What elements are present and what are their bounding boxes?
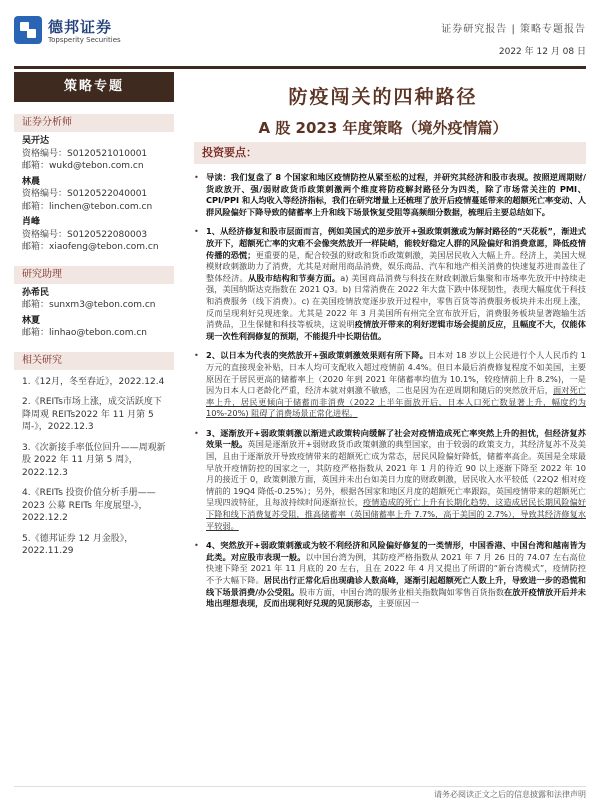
header-divider: [14, 66, 586, 69]
analyst-name: 肖峰: [22, 217, 41, 227]
related-item[interactable]: 3.《次新接手率低位回升——周观新股 2022 年 11 月第 5 周》，2022.12.3: [22, 442, 166, 478]
paragraph-segment: 从股市结构和节奏方面。: [247, 272, 341, 283]
analyst-name: 吴开达: [22, 136, 50, 146]
analyst-email[interactable]: 邮箱：linchen@tebon.com.cn: [22, 201, 153, 212]
bullet-icon: •: [194, 172, 199, 182]
key-points-list: [194, 172, 586, 610]
assistant-heading: 研究助理: [14, 266, 174, 284]
assistant-name: 林夏: [22, 315, 41, 326]
paragraph-segment: 更重要的是，配合较强的财政和货币政策刺激，美国居民收入大幅上升。经济上，美国大规模财政刺激助力了消费，尤其是对耐用商品消费，娱乐商品、汽车和地产相关消费的快速复苏进而盖住了整体经济。: [206, 249, 586, 283]
paragraph-segment: 2、以日本为代表的突然放开+强政策刺激效果则有所下降。: [206, 350, 429, 361]
logo-text-cn: 德邦证券: [48, 18, 113, 36]
related-item[interactable]: 1.《12月，冬至春近》，2022.12.4: [22, 376, 165, 387]
analyst-heading: 证券分析师: [14, 114, 174, 132]
paragraph-segment: 疫情造成的死亡上升有长期化趋势，这造成居民长期风险偏好下降和线下消费复苏受阻，推高储蓄率（英国储蓄率上升 7.7%，高于美国的 2.7%），导致其经济修复水平较弱。: [206, 497, 586, 531]
analyst-entry: [14, 173, 174, 214]
report-title-block: [180, 72, 586, 138]
assistant-email[interactable]: 邮箱：sunxm3@tebon.com.cn: [22, 300, 156, 310]
paragraph-segment: 在放开疫情放开后并未地出理想表现，反而出现利好兑现的见顶形态，: [206, 586, 586, 609]
section-label: 策略专题: [14, 72, 174, 102]
analyst-list: [14, 132, 174, 254]
analyst-entry: [14, 213, 174, 254]
assistant-list: [14, 284, 174, 340]
key-points-heading: 投资要点：: [194, 142, 586, 164]
related-item[interactable]: 2.《REITs市场上涨，成交活跃度下降周观 REITs2022 年 11 月第 5 周-》，2022.12.3: [22, 397, 162, 432]
assistant-entry: [14, 284, 174, 312]
paragraph-segment: 面对死亡率上升，居民更倾向于储蓄而非消费（2022 上半年面放开后，日本人口死亡数显著上升，幅度约为 10%-20%) 阻碍了消费场景正常化进程。: [206, 385, 586, 419]
analyst-entry: [14, 132, 174, 173]
report-type: 证券研究报告 | 策略专题报告: [441, 24, 586, 35]
report-subtitle: A 股 2023 年度策略（境外疫情篇）: [258, 119, 508, 137]
paragraph-segment: 日本对 18 岁以上公民进行个人人民币约 1 万元的直接现金补贴，日本人均可支配收入超过疫情前 4.4%。但日本最后消费修复程度不如美国，主要原因在于居民更高的储蓄率上（2020 年到 2021 年储蓄率均值为 10.1%，较疫情前上升 8.2%)，一是因为日本人口老龄化严重，经济本就对刺激不敏感，二也是因为在逆周期和随后的突然放开后，: [206, 350, 586, 396]
assistant-entry: [14, 312, 174, 340]
analyst-email[interactable]: 邮箱：wukd@tebon.com.cn: [22, 161, 144, 171]
key-point-paragraph: [194, 350, 586, 420]
paragraph-segment: 英国是逐渐放开+弱财政货币政策刺激的典型国家，由于较弱的政策支力，其经济复苏不及美国，且由于逐渐放开导致疫情带来的超额死亡成为常态，居民风险偏好降低，储蓄率高企。英国是全球最早放开疫情防控的国家之一，其防疫严格指数从 2021 年 1 月的待近 90 以上逐渐下降至 2022 年 10 月的接近于 0，政策刺激方面，英国并未出台如美日力度的财政刺激，居民收入水平较低（22Q2 相对疫情前的 19Q4 降低-0.25%）；另外，根据各国家和地区月度的超额死亡率跟踪，英国疫情带来的超额死亡呈现四波特征，且每波持续时间逐渐拉长，: [206, 439, 586, 508]
analyst-cert: 资格编号：S0120521010001: [22, 148, 148, 159]
related-item[interactable]: 5.《德邦证券 12 月金股》，2022.11.29: [22, 533, 134, 556]
report-title: 防疫闯关的四种路径: [288, 86, 478, 108]
analyst-cert: 资格编号：S0120522080003: [22, 229, 148, 240]
key-point-paragraph: [194, 428, 586, 532]
analyst-cert: 资格编号：S0120522040001: [22, 189, 148, 199]
paragraph-segment: 居民出行正常化后出现确诊人数高峰，逐渐引起超额死亡人数上升，导致进一步的恐慌和线下场景消费/办公受阻。: [206, 575, 586, 597]
paragraph-segment: 3、逐渐放开+弱政策刺激以渐进式政策转向缓解了社会对疫情造成死亡率突然上升的担忧，但经济复苏效果一般。: [206, 427, 586, 450]
key-point-paragraph: [194, 540, 586, 610]
paragraph-segment: 疫情放开带来的利好逻辑市场会提前反应，且幅度不大，仅能体现一次性利润修复的预期，不能提升中长期估值。: [206, 319, 586, 341]
bullet-icon: •: [194, 226, 199, 237]
bullet-icon: •: [194, 427, 199, 438]
related-item[interactable]: 4.《REITs 投资价值分析手册——2023 公募 REITs 年度展望-》，2022.12.2: [22, 488, 156, 523]
paragraph-segment: 以中国台湾为例，其防疫严格指数从 2021 年 7 月 26 日的 74.07 左右高位快速下降至 2021 年 11 月底的 20 左右，且在 2022 年 4 月又提出了所谓的“新台湾模式”，疫情防控不予大幅下降。: [206, 551, 586, 585]
footer-divider: [14, 786, 586, 787]
related-heading: 相关研究: [14, 352, 174, 370]
footer-disclaimer: 请务必阅读正文之后的信息披露和法律声明: [434, 790, 586, 799]
paragraph-segment: 股市方面，中国台湾的服务业相关指数陶如零售百货指数: [299, 586, 505, 597]
logo-text-en: Topsperity Securities: [48, 36, 121, 44]
assistant-name: 孙希民: [22, 287, 50, 298]
bullet-icon: •: [194, 350, 199, 361]
key-point-paragraph: [194, 172, 586, 218]
paragraph-segment: 导读：我们复盘了 8 个国家和地区疫情防控从紧至松的过程，并研究其经济和股市表现。按照逆周期财/货政放开、强/弱财政货币政策刺激两个维度将防疫解封路径分为四类，除了市场常关注的 PMI、CPI/PPI 和人均收入等经济指标，我们在研究增量上还梳理了放开后疫情蔓延带来的超额死亡率变动、人群风险偏好下降导致的储蓄率上升和线下场景恢复受阻等高频细分数据，梳理后主要总结如下。: [206, 172, 586, 217]
main-content: [194, 142, 586, 784]
related-list: [14, 370, 174, 558]
assistant-email[interactable]: 邮箱：linhao@tebon.com.cn: [22, 328, 148, 338]
analyst-name: 林晨: [22, 176, 41, 187]
company-logo: [14, 14, 164, 50]
paragraph-segment: 4、突然放开+弱政策刺激或为较不利经济和风险偏好修复的一类情形，中国香港、中国台湾和越南皆为此类。对应股市表现一般。: [206, 540, 586, 562]
report-date: 2022 年 12 月 08 日: [498, 47, 586, 57]
paragraph-segment: a) 美国商品消费与科技在财政刺激后集聚和市场率先放开中持续走强，美国纳斯达克指数在 2021 Q3。b) 日常消费在 2022 年大盘下跌中体现韧性，表现大幅度优于科技和消费服务（线下消费）。c) 在美国疫情放宽逐步放开过程中，零售百货等消费服务板块并未出现上涨，反而呈现利好兑现迹象。尤其是 2022 年 3 月美国所有州完全宣布放开后，消费服务板块显著跑输生活消费品，卫生保健和科技等板块，这说明: [206, 272, 586, 330]
sidebar: [14, 72, 174, 784]
logo-mark-icon: [14, 16, 42, 44]
paragraph-segment: 1、从经济修复和股市层面而言，例如美国式的逆步放开+强政策刺激或为解封路径的“天花板”，渐进式放开下，超额死亡率的灾难不会像突然放开一样陡峭，能较好稳定人群的风险偏好和消费意愿，降低疫情传播的恐慌；: [206, 226, 586, 260]
analyst-email[interactable]: 邮箱：xiaofeng@tebon.com.cn: [22, 242, 159, 252]
bullet-icon: •: [194, 540, 199, 551]
key-point-paragraph: [194, 226, 586, 342]
paragraph-segment: 主要原因一: [377, 598, 419, 609]
